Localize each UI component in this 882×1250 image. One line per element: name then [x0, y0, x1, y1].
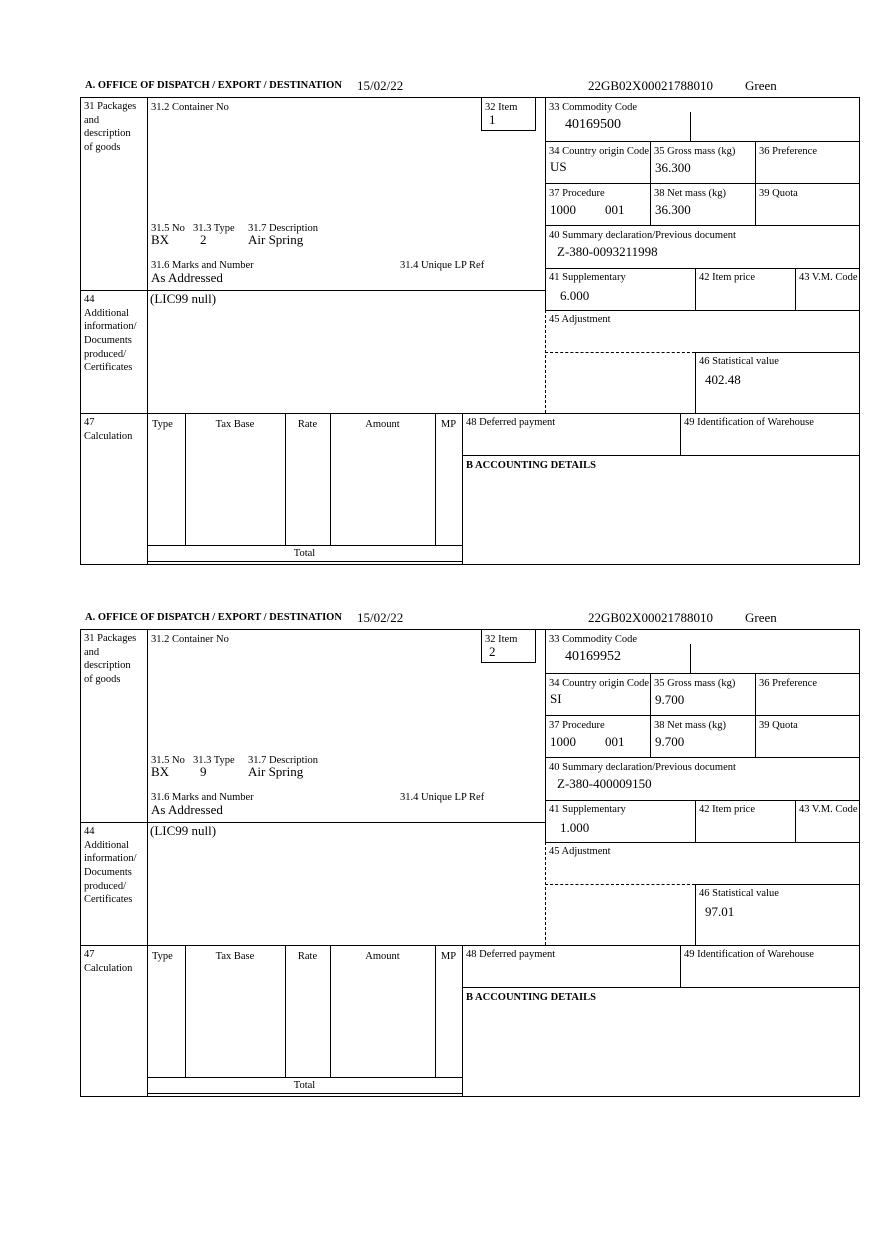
divider: [545, 757, 860, 758]
adjustment-label: 45 Adjustment: [549, 314, 611, 325]
divider: [185, 945, 186, 1077]
adjustment-label: 45 Adjustment: [549, 846, 611, 857]
warehouse-id-label: 49 Identification of Warehouse: [684, 949, 814, 960]
divider: [650, 141, 651, 225]
item-number-value: 2: [489, 644, 496, 659]
net-mass-value: 9.700: [655, 734, 685, 749]
net-mass-label: 38 Net mass (kg): [654, 720, 727, 731]
marks-and-number-label: 31.6 Marks and Number: [151, 260, 254, 271]
form-border: [80, 97, 860, 565]
commodity-code-label: 33 Commodity Code: [549, 634, 638, 645]
divider: [545, 800, 860, 801]
procedure-extra-value: 001: [605, 734, 625, 749]
statistical-value: 97.01: [705, 904, 735, 919]
divider: [80, 413, 860, 414]
dispatch-date: 15/02/22: [357, 78, 404, 93]
col-mp-label: MP: [440, 951, 457, 962]
item-section-2: [0, 532, 882, 1091]
col-amount-label: Amount: [365, 419, 400, 430]
container-no-label: 31.2 Container No: [151, 102, 229, 113]
package-type-label: 31.3 Type: [193, 223, 235, 234]
gross-mass-label: 35 Gross mass (kg): [654, 678, 736, 689]
package-number-value: 2: [200, 232, 207, 247]
divider: [545, 715, 860, 716]
dispatch-date: 15/02/22: [357, 610, 404, 625]
divider: [285, 945, 286, 1077]
divider: [285, 413, 286, 545]
calculation-label: 47 Calculation: [84, 949, 133, 974]
marks-value: As Addressed: [151, 802, 223, 817]
calculation-label: 47 Calculation: [84, 417, 133, 442]
unique-lp-ref-label: 31.4 Unique LP Ref: [400, 260, 485, 271]
summary-declaration-label: 40 Summary declaration/Previous document: [549, 762, 736, 773]
description-label: 31.7 Description: [248, 223, 318, 234]
summary-declaration-label: 40 Summary declaration/Previous document: [549, 230, 736, 241]
dashed-divider: [545, 352, 695, 353]
warehouse-id-label: 49 Identification of Warehouse: [684, 417, 814, 428]
office-of-dispatch-label: A. OFFICE OF DISPATCH / EXPORT / DESTINATION: [85, 612, 342, 623]
divider: [330, 945, 331, 1077]
country-origin-value: US: [550, 159, 567, 174]
item-section-1: [0, 0, 882, 559]
total-label: Total: [293, 548, 316, 559]
package-kind-value: BX: [151, 232, 170, 247]
commodity-code-value: 40169500: [565, 117, 621, 132]
procedure-label: 37 Procedure: [549, 720, 605, 731]
country-origin-label: 34 Country origin Code: [549, 678, 650, 689]
gross-mass-value: 9.700: [655, 692, 685, 707]
col-mp-label: MP: [440, 419, 457, 430]
quota-label: 39 Quota: [759, 188, 798, 199]
package-type-label: 31.3 Type: [193, 755, 235, 766]
marks-value: As Addressed: [151, 270, 223, 285]
divider: [545, 268, 860, 269]
dashed-divider: [545, 310, 546, 413]
commodity-code-separator: [690, 112, 691, 141]
total-label: Total: [293, 1080, 316, 1091]
divider: [795, 800, 796, 842]
col-type-label: Type: [152, 419, 173, 430]
net-mass-value: 36.300: [655, 202, 691, 217]
col-rate-label: Rate: [297, 951, 318, 962]
package-number-value: 9: [200, 764, 207, 779]
item-price-label: 42 Item price: [699, 804, 755, 815]
goods-description-value: Air Spring: [248, 232, 304, 247]
office-of-dispatch-label: A. OFFICE OF DISPATCH / EXPORT / DESTINATION: [85, 80, 342, 91]
divider: [147, 1077, 462, 1078]
vm-code-label: 43 V.M. Code: [799, 272, 858, 283]
col-tax-base-label: Tax Base: [215, 951, 255, 962]
item-price-label: 42 Item price: [699, 272, 755, 283]
additional-information-label: 44 Additional information/ Documents produced/ Certificates: [84, 826, 137, 906]
routing-status: Green: [745, 78, 777, 93]
item-label: 32 Item: [485, 102, 518, 113]
divider: [695, 268, 696, 310]
additional-information-label: 44 Additional information/ Documents produced/ Certificates: [84, 294, 137, 374]
package-kind-value: BX: [151, 764, 170, 779]
procedure-label: 37 Procedure: [549, 188, 605, 199]
additional-information-value: (LIC99 null): [150, 291, 217, 306]
deferred-payment-label: 48 Deferred payment: [466, 949, 556, 960]
net-mass-label: 38 Net mass (kg): [654, 188, 727, 199]
divider: [695, 884, 696, 945]
country-origin-value: SI: [550, 691, 562, 706]
divider: [755, 673, 756, 757]
divider: [795, 268, 796, 310]
divider: [695, 352, 860, 353]
supplementary-value: 1.000: [560, 820, 590, 835]
declaration-reference: 22GB02X00021788010: [588, 610, 713, 625]
col-rate-label: Rate: [297, 419, 318, 430]
commodity-code-value: 40169952: [565, 649, 621, 664]
summary-declaration-value: Z-380-0093211998: [557, 244, 658, 259]
container-no-label: 31.2 Container No: [151, 634, 229, 645]
declaration-reference: 22GB02X00021788010: [588, 78, 713, 93]
statistical-value-label: 46 Statistical value: [699, 888, 779, 899]
supplementary-label: 41 Supplementary: [549, 272, 626, 283]
vm-code-label: 43 V.M. Code: [799, 804, 858, 815]
gross-mass-value: 36.300: [655, 160, 691, 175]
supplementary-label: 41 Supplementary: [549, 804, 626, 815]
divider: [545, 310, 860, 311]
col-type-label: Type: [152, 951, 173, 962]
preference-label: 36 Preference: [759, 146, 818, 157]
country-origin-label: 34 Country origin Code: [549, 146, 650, 157]
divider: [147, 97, 148, 565]
statistical-value: 402.48: [705, 372, 741, 387]
unique-lp-ref-label: 31.4 Unique LP Ref: [400, 792, 485, 803]
divider: [147, 629, 148, 1097]
goods-description-value: Air Spring: [248, 764, 304, 779]
item-label: 32 Item: [485, 634, 518, 645]
divider: [545, 97, 546, 310]
commodity-code-label: 33 Commodity Code: [549, 102, 638, 113]
form-border: [80, 629, 860, 1097]
divider: [695, 800, 696, 842]
divider: [680, 945, 681, 987]
divider: [695, 352, 696, 413]
preference-label: 36 Preference: [759, 678, 818, 689]
quota-label: 39 Quota: [759, 720, 798, 731]
additional-information-value: (LIC99 null): [150, 823, 217, 838]
divider: [435, 413, 436, 545]
divider: [462, 987, 860, 988]
divider: [545, 629, 546, 842]
deferred-payment-label: 48 Deferred payment: [466, 417, 556, 428]
divider: [80, 945, 860, 946]
divider: [680, 413, 681, 455]
summary-declaration-value: Z-380-400009150: [557, 776, 652, 791]
divider: [545, 141, 860, 142]
procedure-value: 1000: [550, 734, 576, 749]
divider: [330, 413, 331, 545]
divider: [545, 673, 860, 674]
statistical-value-label: 46 Statistical value: [699, 356, 779, 367]
packages-description-label: 31 Packages and description of goods: [84, 633, 137, 685]
divider: [185, 413, 186, 545]
item-number-value: 1: [489, 112, 496, 127]
procedure-extra-value: 001: [605, 202, 625, 217]
package-no-label: 31.5 No: [151, 223, 185, 234]
marks-and-number-label: 31.6 Marks and Number: [151, 792, 254, 803]
divider: [755, 141, 756, 225]
col-amount-label: Amount: [365, 951, 400, 962]
dashed-divider: [545, 842, 546, 945]
accounting-details-label: B ACCOUNTING DETAILS: [466, 992, 596, 1003]
divider: [435, 945, 436, 1077]
divider: [695, 884, 860, 885]
divider: [650, 673, 651, 757]
supplementary-value: 6.000: [560, 288, 590, 303]
description-label: 31.7 Description: [248, 755, 318, 766]
accounting-details-label: B ACCOUNTING DETAILS: [466, 460, 596, 471]
divider: [462, 945, 463, 1097]
col-tax-base-label: Tax Base: [215, 419, 255, 430]
routing-status: Green: [745, 610, 777, 625]
package-no-label: 31.5 No: [151, 755, 185, 766]
divider: [545, 183, 860, 184]
procedure-value: 1000: [550, 202, 576, 217]
gross-mass-label: 35 Gross mass (kg): [654, 146, 736, 157]
divider: [545, 842, 860, 843]
dashed-divider: [545, 884, 695, 885]
packages-description-label: 31 Packages and description of goods: [84, 101, 137, 153]
divider: [545, 225, 860, 226]
divider: [462, 455, 860, 456]
divider: [147, 1093, 462, 1094]
commodity-code-separator: [690, 644, 691, 673]
